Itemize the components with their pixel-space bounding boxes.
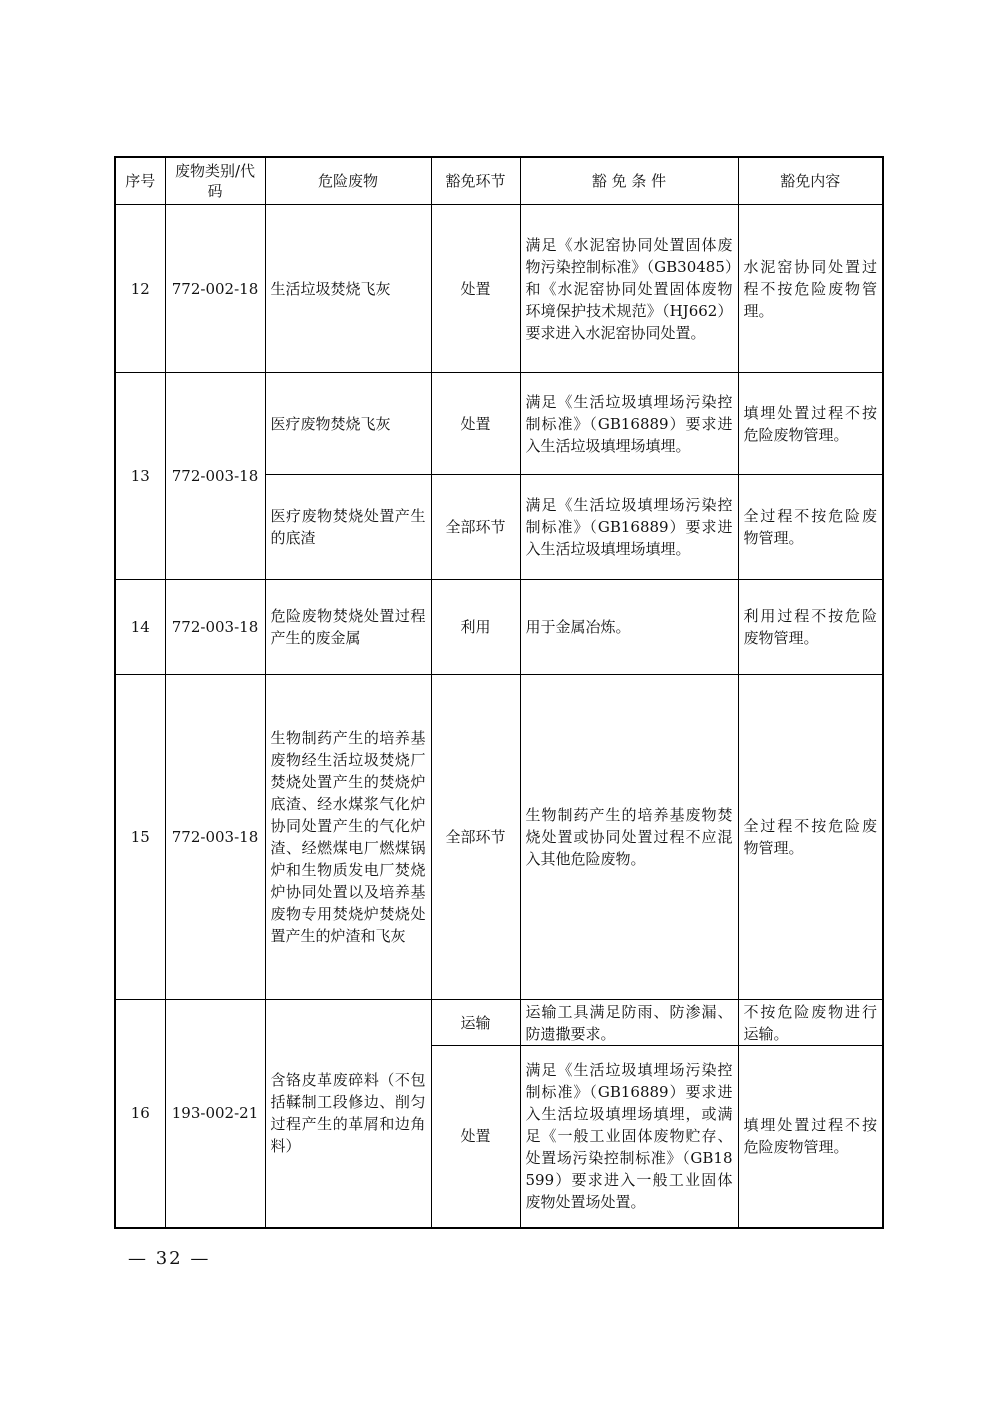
cell-code: 772-002-18 xyxy=(165,205,265,373)
cell-seq: 16 xyxy=(115,1000,165,1228)
cell-waste: 生活垃圾焚烧飞灰 xyxy=(265,205,431,373)
cell-condition: 运输工具满足防雨、防渗漏、防遗撒要求。 xyxy=(520,1000,738,1046)
cell-code: 193-002-21 xyxy=(165,1000,265,1228)
cell-content: 全过程不按危险废物管理。 xyxy=(738,475,883,580)
cell-content: 全过程不按危险废物管理。 xyxy=(738,675,883,1000)
exemption-table xyxy=(114,156,884,1229)
cell-content: 填埋处置过程不按危险废物管理。 xyxy=(738,1046,883,1228)
header-condition: 豁 免 条 件 xyxy=(520,157,738,205)
cell-condition: 满足《生活垃圾填埋场污染控制标准》（GB16889）要求进入生活垃圾填埋场填埋，或满足《一般工业固体废物贮存、处置场污染控制标准》（GB18599）要求进入一般工业固体废物处置场处置。 xyxy=(520,1046,738,1228)
cell-seq: 13 xyxy=(115,373,165,580)
table-row xyxy=(115,580,883,675)
cell-stage: 全部环节 xyxy=(431,475,520,580)
cell-code: 772-003-18 xyxy=(165,580,265,675)
cell-stage: 利用 xyxy=(431,580,520,675)
cell-condition: 用于金属冶炼。 xyxy=(520,580,738,675)
cell-condition: 生物制药产生的培养基废物焚烧处置或协同处置过程不应混入其他危险废物。 xyxy=(520,675,738,1000)
header-seq: 序号 xyxy=(115,157,165,205)
cell-stage: 处置 xyxy=(431,205,520,373)
table-row xyxy=(115,675,883,1000)
table-header-row xyxy=(115,157,883,205)
cell-content: 水泥窑协同处置过程不按危险废物管理。 xyxy=(738,205,883,373)
cell-waste: 含铬皮革废碎料（不包括鞣制工段修边、削匀过程产生的革屑和边角料） xyxy=(265,1000,431,1228)
table-row xyxy=(115,205,883,373)
cell-code: 772-003-18 xyxy=(165,675,265,1000)
header-waste: 危险废物 xyxy=(265,157,431,205)
cell-stage: 全部环节 xyxy=(431,675,520,1000)
cell-condition: 满足《生活垃圾填埋场污染控制标准》（GB16889）要求进入生活垃圾填埋场填埋。 xyxy=(520,475,738,580)
page-number: — 32 — xyxy=(128,1248,211,1269)
cell-seq: 12 xyxy=(115,205,165,373)
header-content: 豁免内容 xyxy=(738,157,883,205)
cell-waste: 医疗废物焚烧飞灰 xyxy=(265,373,431,475)
cell-waste: 医疗废物焚烧处置产生的底渣 xyxy=(265,475,431,580)
cell-content: 不按危险废物进行运输。 xyxy=(738,1000,883,1046)
header-stage: 豁免环节 xyxy=(431,157,520,205)
cell-code: 772-003-18 xyxy=(165,373,265,580)
cell-content: 利用过程不按危险废物管理。 xyxy=(738,580,883,675)
cell-stage: 处置 xyxy=(431,373,520,475)
cell-condition: 满足《水泥窑协同处置固体废物污染控制标准》（GB30485）和《水泥窑协同处置固体废物环境保护技术规范》（HJ662）要求进入水泥窑协同处置。 xyxy=(520,205,738,373)
cell-content: 填埋处置过程不按危险废物管理。 xyxy=(738,373,883,475)
table-row xyxy=(115,373,883,475)
cell-seq: 14 xyxy=(115,580,165,675)
cell-waste: 生物制药产生的培养基废物经生活垃圾焚烧厂焚烧处置产生的焚烧炉底渣、经水煤浆气化炉协同处置产生的气化炉渣、经燃煤电厂燃煤锅炉和生物质发电厂焚烧炉协同处置以及培养基废物专用焚烧炉焚烧处置产生的炉渣和飞灰 xyxy=(265,675,431,1000)
cell-waste: 危险废物焚烧处置过程产生的废金属 xyxy=(265,580,431,675)
cell-condition: 满足《生活垃圾填埋场污染控制标准》（GB16889）要求进入生活垃圾填埋场填埋。 xyxy=(520,373,738,475)
header-category: 废物类别/代码 xyxy=(165,157,265,205)
cell-seq: 15 xyxy=(115,675,165,1000)
cell-stage: 运输 xyxy=(431,1000,520,1046)
table-row xyxy=(115,1000,883,1046)
cell-stage: 处置 xyxy=(431,1046,520,1228)
